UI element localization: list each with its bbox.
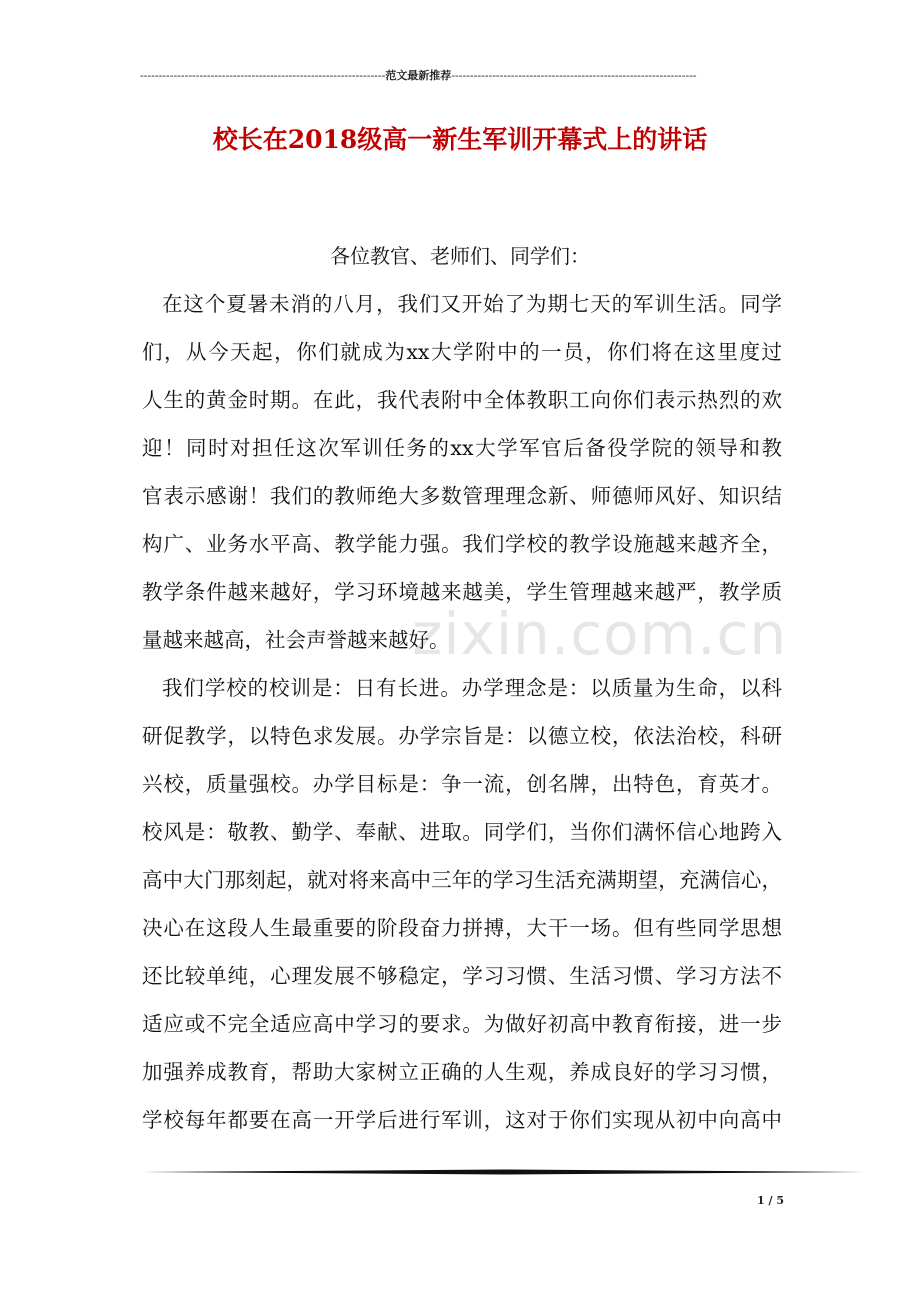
paragraph-line: 我们学校的校训是：日有长进。办学理念是：以质量为生命，以科 (162, 676, 782, 700)
document-body (142, 284, 782, 1148)
paragraph-line: 还比较单纯，心理发展不够稳定，学习习惯、生活习惯、学习方法不 (142, 964, 782, 988)
paragraph-line: 在这个夏暑未消的八月，我们又开始了为期七天的军训生活。同学 (162, 292, 782, 316)
page-number: 1 / 5 (757, 1194, 784, 1207)
paragraph-line: 量越来越高，社会声誉越来越好。 (142, 628, 450, 652)
paragraph-line: 学校每年都要在高一开学后进行军训，这对于你们实现从初中向高中 (142, 1108, 782, 1132)
paragraph-line: 校风是：敬教、勤学、奉献、进取。同学们，当你们满怀信心地跨入 (142, 820, 782, 844)
document-title: 校长在2018级高一新生军训开幕式上的讲话 (212, 125, 708, 154)
salutation: 各位教官、老师们、同学们： (330, 244, 590, 268)
paragraph-line: 兴校，质量强校。办学目标是：争一流，创名牌，出特色，育英才。 (142, 772, 782, 796)
header-banner (140, 68, 770, 84)
header-label: 范文最新推荐 (385, 69, 452, 82)
header-dashes-right: ------------------------------------------------------------------ (451, 69, 697, 82)
paragraph-2 (142, 668, 782, 1148)
paragraph-line: 们，从今天起，你们就成为xx大学附中的一员，你们将在这里度过 (142, 340, 782, 364)
paragraph-1 (142, 284, 782, 668)
paragraph-line: 决心在这段人生最重要的阶段奋力拼搏，大干一场。但有些同学思想 (142, 916, 782, 940)
watermark: zixin.com.cn (412, 600, 788, 668)
paragraph-line: 官表示感谢！我们的教师绝大多数管理理念新、师德师风好、知识结 (142, 484, 782, 508)
paragraph-line: 教学条件越来越好，学习环境越来越美，学生管理越来越严，教学质 (142, 580, 782, 604)
paragraph-line: 构广、业务水平高、教学能力强。我们学校的教学设施越来越齐全， (142, 532, 782, 556)
header-dashes-left: ------------------------------------------------------------------ (140, 69, 386, 82)
paragraph-line: 适应或不完全适应高中学习的要求。为做好初高中教育衔接，进一步 (142, 1012, 782, 1036)
paragraph-line: 迎！同时对担任这次军训任务的xx大学军官后备役学院的领导和教 (142, 436, 782, 460)
paragraph-line: 研促教学，以特色求发展。办学宗旨是：以德立校，依法治校，科研 (142, 724, 782, 748)
paragraph-line: 高中大门那刻起，就对将来高中三年的学习生活充满期望，充满信心， (142, 868, 782, 892)
footer-divider (142, 1169, 864, 1175)
paragraph-line: 人生的黄金时期。在此，我代表附中全体教职工向你们表示热烈的欢 (142, 388, 782, 412)
paragraph-line: 加强养成教育，帮助大家树立正确的人生观，养成良好的学习习惯， (142, 1060, 782, 1084)
